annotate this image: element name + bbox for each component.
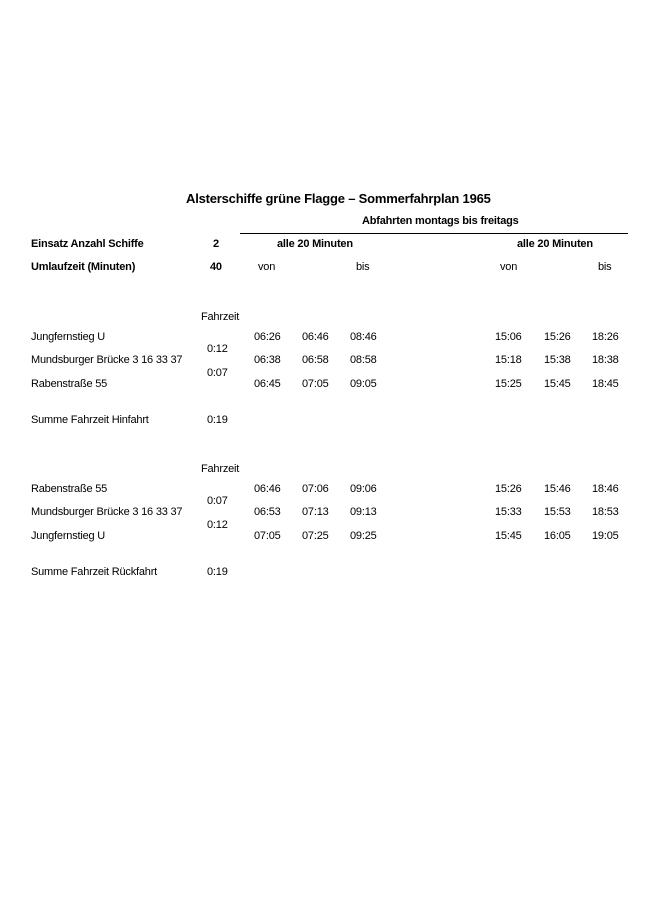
time-cell: 15:38	[544, 354, 571, 366]
segment-time: 0:07	[207, 495, 228, 507]
sum-hinfahrt-value: 0:19	[207, 414, 228, 426]
bis-left: bis	[356, 261, 370, 273]
header-rule	[240, 233, 628, 234]
time-cell: 15:26	[495, 483, 522, 495]
time-cell: 16:05	[544, 530, 571, 542]
time-cell: 07:25	[302, 530, 329, 542]
interval-right: alle 20 Minuten	[517, 238, 593, 250]
time-cell: 09:06	[350, 483, 377, 495]
stop-name: Mundsburger Brücke 3 16 33 37	[31, 354, 183, 366]
umlaufzeit-label: Umlaufzeit (Minuten)	[31, 261, 136, 273]
time-cell: 08:46	[350, 331, 377, 343]
sum-rueckfahrt-label: Summe Fahrzeit Rückfahrt	[31, 566, 158, 578]
time-cell: 09:25	[350, 530, 377, 542]
time-cell: 06:45	[254, 378, 281, 390]
time-cell: 18:26	[592, 331, 619, 343]
time-cell: 18:45	[592, 378, 619, 390]
time-cell: 06:26	[254, 331, 281, 343]
time-cell: 09:13	[350, 506, 377, 518]
einsatz-value: 2	[213, 238, 219, 250]
time-cell: 08:58	[350, 354, 377, 366]
time-cell: 09:05	[350, 378, 377, 390]
stop-name: Jungfernstieg U	[31, 530, 106, 542]
segment-time: 0:12	[207, 343, 228, 355]
time-cell: 15:45	[544, 378, 571, 390]
stop-name: Jungfernstieg U	[31, 331, 106, 343]
sum-hinfahrt-label: Summe Fahrzeit Hinfahrt	[31, 414, 149, 426]
time-cell: 07:05	[302, 378, 329, 390]
time-cell: 18:53	[592, 506, 619, 518]
time-cell: 15:33	[495, 506, 522, 518]
time-cell: 07:06	[302, 483, 329, 495]
umlaufzeit-value: 40	[210, 261, 222, 273]
time-cell: 06:46	[254, 483, 281, 495]
stop-name: Mundsburger Brücke 3 16 33 37	[31, 506, 183, 518]
time-cell: 06:46	[302, 331, 329, 343]
fahrzeit-header: Fahrzeit	[201, 463, 240, 475]
einsatz-label: Einsatz Anzahl Schiffe	[31, 238, 144, 250]
segment-time: 0:07	[207, 367, 228, 379]
time-cell: 06:58	[302, 354, 329, 366]
departures-header: Abfahrten montags bis freitags	[362, 215, 519, 227]
time-cell: 15:26	[544, 331, 571, 343]
time-cell: 06:38	[254, 354, 281, 366]
time-cell: 18:46	[592, 483, 619, 495]
stop-name: Rabenstraße 55	[31, 378, 108, 390]
fahrzeit-header: Fahrzeit	[201, 311, 240, 323]
time-cell: 18:38	[592, 354, 619, 366]
time-cell: 15:18	[495, 354, 522, 366]
time-cell: 07:13	[302, 506, 329, 518]
segment-time: 0:12	[207, 519, 228, 531]
time-cell: 15:45	[495, 530, 522, 542]
von-right: von	[500, 261, 518, 273]
time-cell: 19:05	[592, 530, 619, 542]
time-cell: 15:25	[495, 378, 522, 390]
page-title: Alsterschiffe grüne Flagge – Sommerfahrplan 1965	[186, 191, 491, 206]
interval-left: alle 20 Minuten	[277, 238, 353, 250]
von-left: von	[258, 261, 276, 273]
time-cell: 15:46	[544, 483, 571, 495]
stop-name: Rabenstraße 55	[31, 483, 108, 495]
sum-rueckfahrt-value: 0:19	[207, 566, 228, 578]
bis-right: bis	[598, 261, 612, 273]
time-cell: 15:06	[495, 331, 522, 343]
time-cell: 07:05	[254, 530, 281, 542]
time-cell: 15:53	[544, 506, 571, 518]
time-cell: 06:53	[254, 506, 281, 518]
